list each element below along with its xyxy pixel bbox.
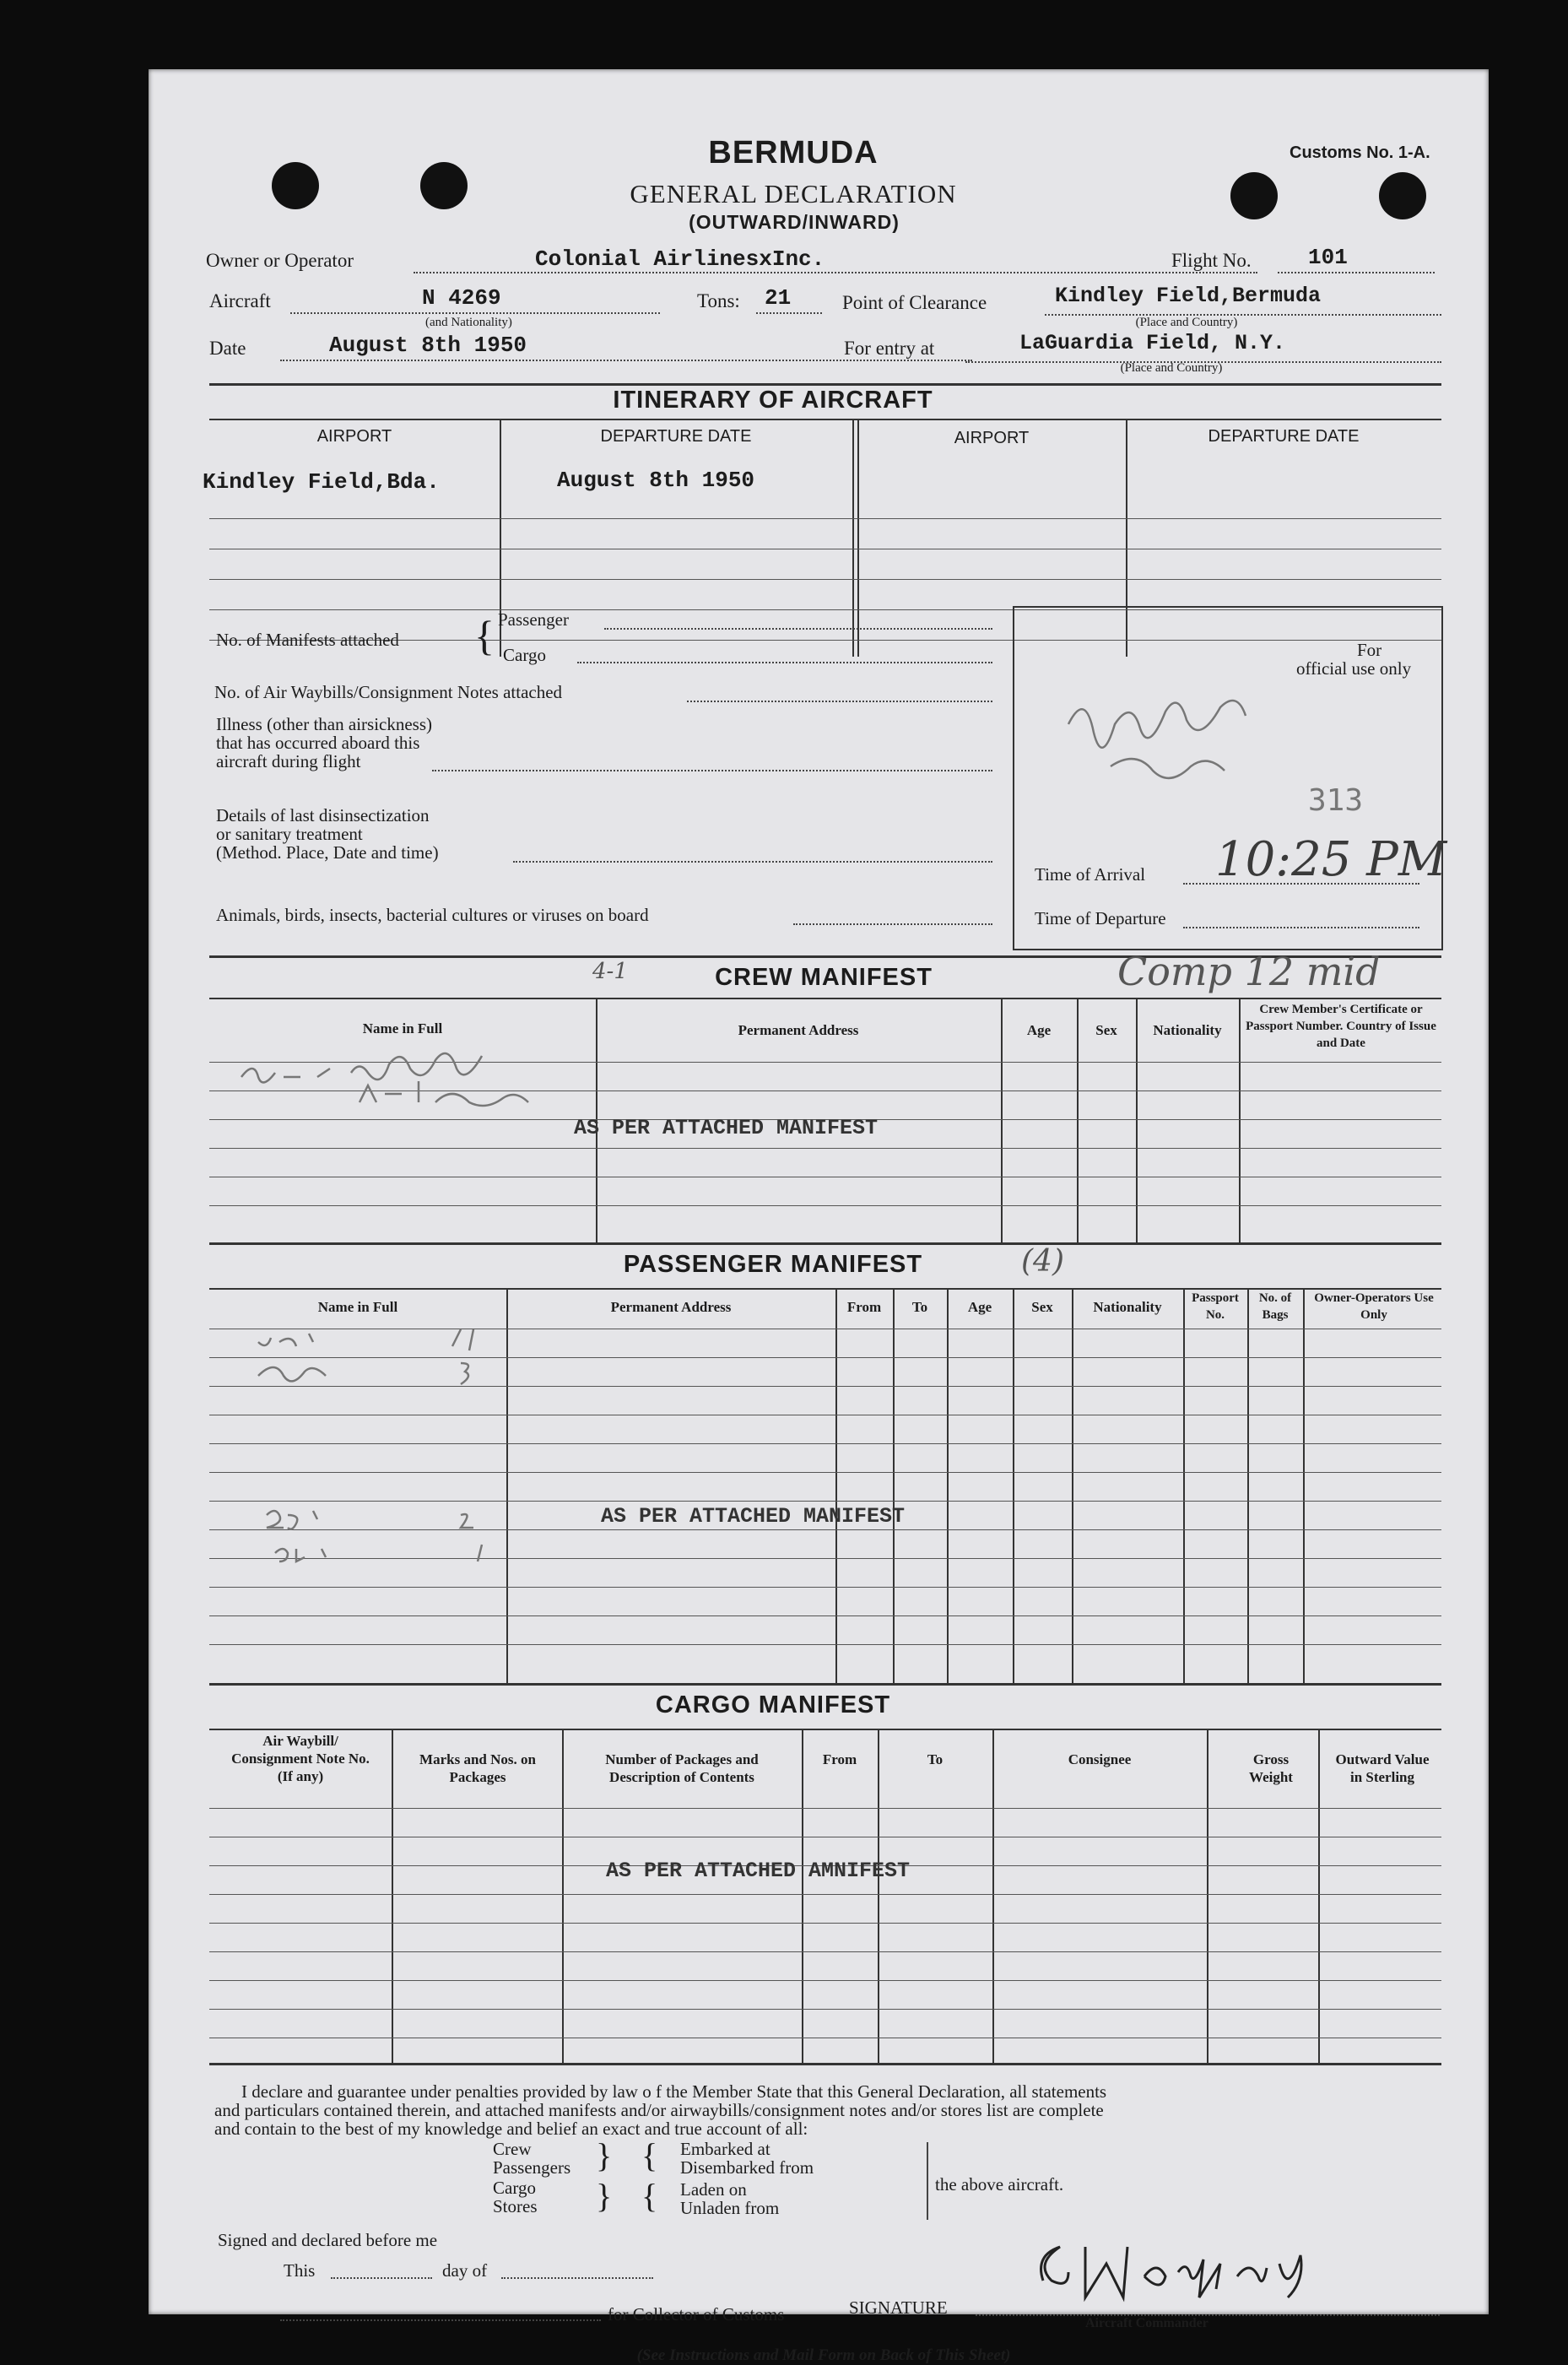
crew-col-name: Name in Full xyxy=(362,1020,443,1036)
owner-label: Owner or Operator xyxy=(206,250,354,271)
commander-signature xyxy=(1026,2230,1364,2323)
list-disembarked: Disembarked from xyxy=(680,2157,814,2178)
crew-col-address: Permanent Address xyxy=(738,1022,859,1038)
list-embarked: Embarked at xyxy=(680,2139,770,2159)
declaration-tail: the above aircraft. xyxy=(935,2174,1064,2195)
declaration-line-1: I declare and guarantee under penalties provided by law o f the Member State that this General Declaration, all statements xyxy=(241,2081,1107,2102)
entry-value: LaGuardia Field, N.Y. xyxy=(1019,331,1286,355)
crew-col-age: Age xyxy=(1026,1022,1052,1038)
cargo-col-marks: Marks and Nos. on Packages xyxy=(419,1751,536,1785)
list-unladen: Unladen from xyxy=(680,2198,780,2218)
pass-col-owner-use: Owner-Operators Use Only xyxy=(1314,1291,1434,1322)
form-number: Customs No. 1-A. xyxy=(1290,143,1430,162)
animals-label: Animals, birds, insects, bacterial cultures or viruses on board xyxy=(216,905,649,925)
arrival-label: Time of Arrival xyxy=(1035,864,1146,885)
itin-col-airport-2: AIRPORT xyxy=(954,429,1030,447)
flight-label: Flight No. xyxy=(1171,250,1252,271)
clearance-value: Kindley Field,Bermuda xyxy=(1055,284,1322,308)
cargo-col-from: From xyxy=(822,1751,857,1767)
owner-value: Colonial AirlinesxInc. xyxy=(535,246,825,272)
country-title: BERMUDA xyxy=(708,135,879,170)
passenger-count-note: (4) xyxy=(1021,1244,1064,1279)
aircraft-sublabel: (and Nationality) xyxy=(425,316,512,329)
crew-col-certificate: Crew Member's Certificate or Passport Number. Country of Issue and Date xyxy=(1246,1003,1436,1050)
form-subtitle: (OUTWARD/INWARD) xyxy=(689,211,900,233)
list-laden: Laden on xyxy=(680,2179,747,2200)
this-label: This xyxy=(284,2260,316,2281)
list-passengers: Passengers xyxy=(493,2157,571,2178)
pass-col-from: From xyxy=(846,1299,882,1315)
brace-b1: { xyxy=(641,2136,658,2174)
signature-scribble-official xyxy=(1060,674,1313,800)
pass-col-age: Age xyxy=(967,1299,992,1315)
itin-col-date-2: DEPARTURE DATE xyxy=(1208,427,1360,446)
aircraft-label: Aircraft xyxy=(209,290,271,311)
itin-row1-date: August 8th 1950 xyxy=(557,468,755,493)
punch-hole-4 xyxy=(1379,172,1426,219)
cargo-col-waybill: Air Waybill/ Consignment Note No. (If any) xyxy=(231,1733,370,1784)
itin-row1-airport: Kindley Field,Bda. xyxy=(203,469,440,495)
pass-col-nationality: Nationality xyxy=(1093,1299,1162,1315)
official-use: official use only xyxy=(1296,658,1412,679)
cargo-col-consignee: Consignee xyxy=(1068,1751,1132,1767)
itin-col-date-1: DEPARTURE DATE xyxy=(600,427,752,446)
list-crew: Crew xyxy=(493,2139,532,2159)
brace-a2: } xyxy=(596,2177,613,2215)
flight-value: 101 xyxy=(1308,245,1348,270)
crew-note-left: 4-1 xyxy=(592,959,628,984)
illness-line-2: that has occurred aboard this xyxy=(216,733,420,753)
list-stores: Stores xyxy=(493,2196,538,2216)
brace-b2: { xyxy=(641,2177,658,2215)
disinsect-line-2: or sanitary treatment xyxy=(216,824,363,844)
cargo-title: CARGO MANIFEST xyxy=(655,1691,891,1718)
punch-hole-2 xyxy=(420,162,468,209)
footer-note: (See Instructions and Mail Form on Back of This Sheet) xyxy=(636,2346,1011,2364)
entry-sublabel: (Place and Country) xyxy=(1120,361,1223,375)
tons-value: 21 xyxy=(765,285,792,311)
clearance-label: Point of Clearance xyxy=(842,292,987,313)
tons-label: Tons: xyxy=(697,290,740,311)
signature-label: SIGNATURE xyxy=(849,2297,948,2318)
crew-title: CREW MANIFEST xyxy=(715,964,933,991)
cargo-col-weight: Gross Weight xyxy=(1249,1751,1293,1785)
pass-col-bags: No. of Bags xyxy=(1258,1291,1292,1322)
passenger-title: PASSENGER MANIFEST xyxy=(623,1251,923,1278)
crew-note-right: Comp 12 mid xyxy=(1117,949,1381,994)
itin-col-airport-1: AIRPORT xyxy=(316,427,392,446)
illness-line-3: aircraft during flight xyxy=(216,751,361,771)
crew-col-sex: Sex xyxy=(1095,1022,1117,1038)
manifests-label: No. of Manifests attached xyxy=(216,630,399,650)
declaration-line-3: and contain to the best of my knowledge and belief an exact and true account of all: xyxy=(214,2119,808,2139)
declaration-line-2: and particulars contained therein, and attached manifests and/or airwaybills/consignment notes and/or stores list are complete xyxy=(214,2100,1104,2120)
pass-col-sex: Sex xyxy=(1031,1299,1053,1315)
passenger-handwriting xyxy=(250,1325,503,1612)
cargo-col-to: To xyxy=(927,1751,944,1767)
itinerary-title: ITINERARY OF AIRCRAFT xyxy=(613,387,933,414)
disinsect-line-1: Details of last disinsectization xyxy=(216,805,430,825)
official-for: For xyxy=(1357,640,1382,660)
waybills-label: No. of Air Waybills/Consignment Notes attached xyxy=(214,682,563,702)
punch-hole-3 xyxy=(1230,172,1278,219)
brace-left: { xyxy=(474,612,495,659)
punch-hole-1 xyxy=(272,162,319,209)
commander-label: Aircraft Commander xyxy=(1085,2316,1208,2330)
brace-a1: } xyxy=(596,2136,613,2174)
cargo-stamp: AS PER ATTACHED AMNIFEST xyxy=(606,1859,911,1883)
day-of-label: day of xyxy=(442,2260,488,2281)
entry-label: For entry at xyxy=(844,338,935,359)
collector-label: for Collector of Customs xyxy=(608,2304,785,2324)
cargo-col-value: Outward Value in Sterling xyxy=(1335,1751,1430,1785)
form-title: GENERAL DECLARATION xyxy=(630,179,957,208)
manifests-cargo: Cargo xyxy=(503,645,546,665)
pass-col-address: Permanent Address xyxy=(610,1299,732,1315)
passenger-stamp: AS PER ATTACHED MANIFEST xyxy=(601,1504,906,1529)
departure-label: Time of Departure xyxy=(1035,908,1166,928)
arrival-value: 10:25 PM xyxy=(1215,832,1447,887)
crew-stamp: AS PER ATTACHED MANIFEST xyxy=(574,1116,879,1140)
crew-col-nationality: Nationality xyxy=(1153,1022,1222,1038)
date-value: August 8th 1950 xyxy=(329,333,527,358)
pass-col-passport: Passport No. xyxy=(1192,1291,1239,1322)
declaration-form xyxy=(149,69,1489,2364)
stamp-number: 313 xyxy=(1308,783,1364,818)
clearance-sublabel: (Place and Country) xyxy=(1135,316,1238,329)
date-label: Date xyxy=(209,338,246,359)
illness-line-1: Illness (other than airsickness) xyxy=(216,714,433,734)
manifests-passenger: Passenger xyxy=(498,609,569,630)
list-cargo: Cargo xyxy=(493,2178,536,2198)
aircraft-value: N 4269 xyxy=(422,285,501,311)
pass-col-name: Name in Full xyxy=(317,1299,398,1315)
pass-col-to: To xyxy=(911,1299,928,1315)
signed-label: Signed and declared before me xyxy=(218,2230,438,2250)
cargo-col-description: Number of Packages and Description of Contents xyxy=(605,1751,759,1785)
disinsect-line-3: (Method. Place, Date and time) xyxy=(216,842,439,863)
